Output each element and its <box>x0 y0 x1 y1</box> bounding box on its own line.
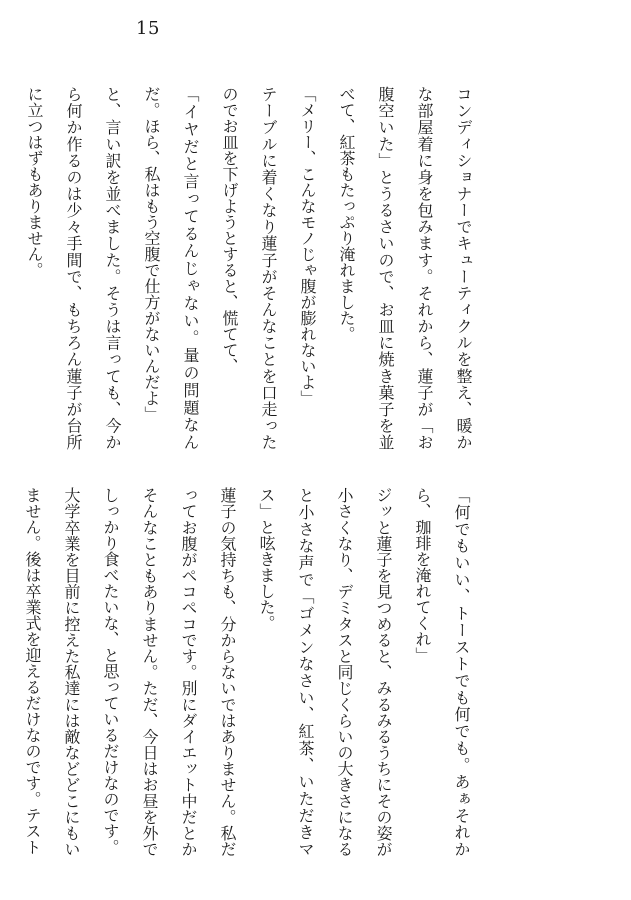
paragraph: と、言い訳を並べました。そうは言っても、今から何か作るのは少々手間で、もちろん蓮子が台所に立つはずもありません。 <box>25 86 122 450</box>
paragraph: 「何でもいい、トーストでも何でも。あぁそれから、珈琲を淹れてくれ」 <box>413 487 471 857</box>
paragraph: 大学卒業を目前に控えた私達には敵などどこにもいません。後は卒業式を迎えるだけなのです。テスト <box>23 487 81 857</box>
text-block-top <box>15 86 483 450</box>
paragraph: ジッと蓮子を見つめると、みるみるうちにその姿が小さくなり、デミタスと同じくらいの大きさになると小さな声で「ゴメンなさい、紅茶、いただきマス」と呟きました。 <box>257 487 393 857</box>
page-number: 15 <box>136 18 160 39</box>
paragraph: 「イヤだと言ってるんじゃない。量の問題なんだ。ほら、私はもう空腹で仕方がないんだよ」 <box>142 86 200 450</box>
paragraph: 「メリー、こんなモノじゃ腹が膨れないよ」 <box>298 86 317 406</box>
text-block-bottom <box>13 487 481 857</box>
paragraph: コンディショナーでキューティクルを整え、暖かな部屋着に身を包みます。それから、蓮子が「お腹空いた」とうるさいので、お皿に焼き菓子を並べて、紅茶もたっぷり淹れました。 <box>337 86 473 450</box>
paragraph: 蓮子の気持ちも、分からないではありません。私だってお腹がペコペコです。別にダイエット中だとかそんなこともありません。ただ、今日はお昼を外でしっかり食べたいな、と思っているだけなのです。 <box>101 487 237 857</box>
paragraph: テーブルに着くなり蓮子がそんなことを口走ったのでお皿を下げようとすると、慌てて、 <box>220 86 278 450</box>
